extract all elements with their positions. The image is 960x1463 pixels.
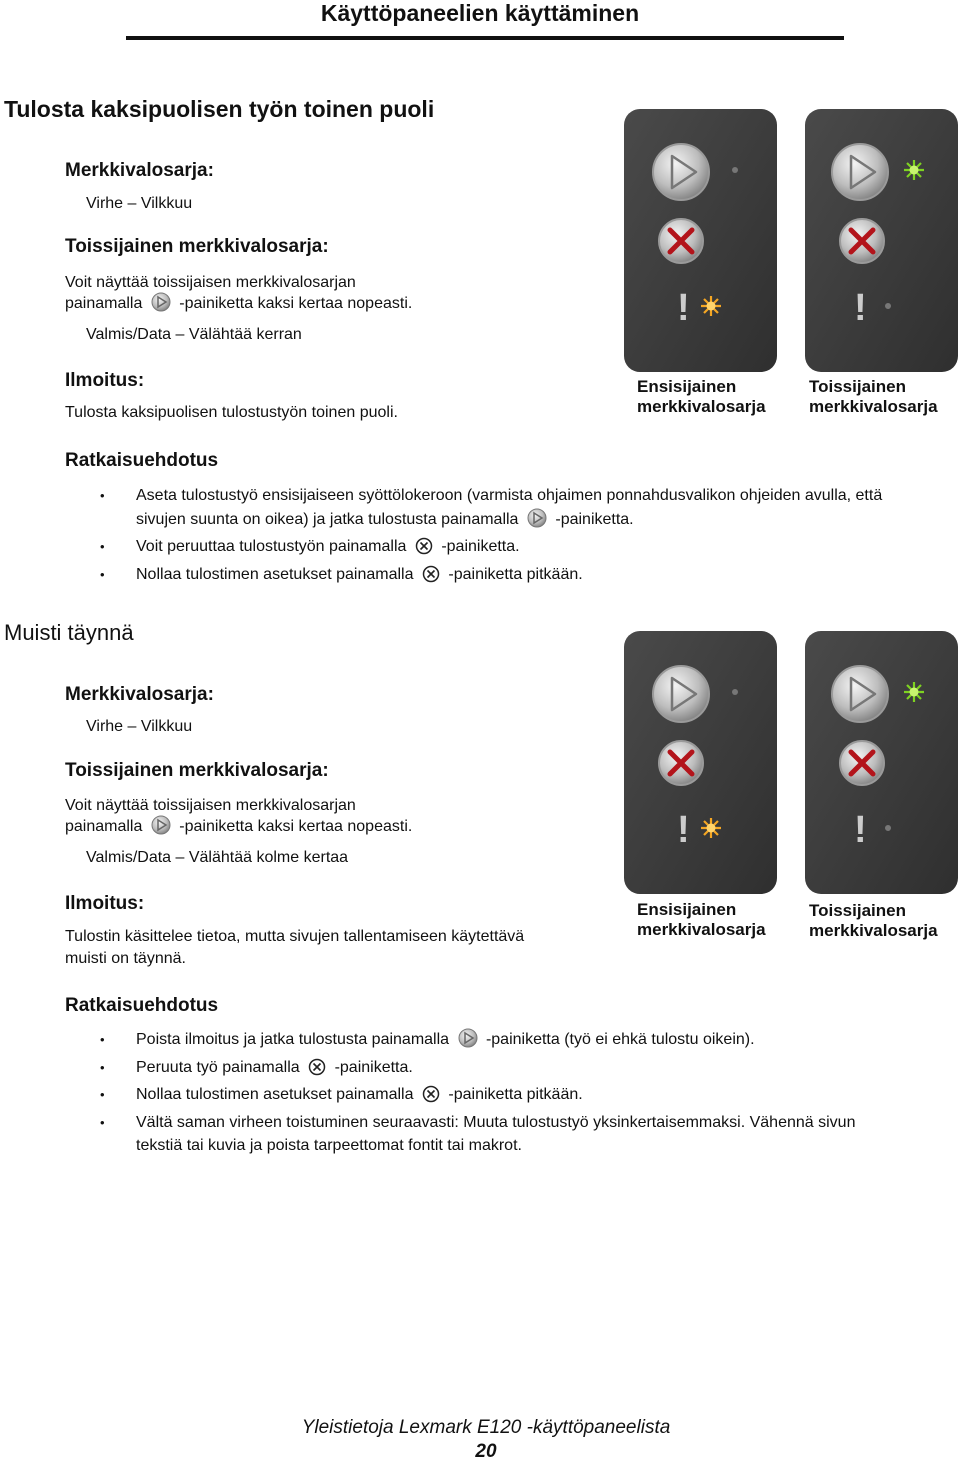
list-item (100, 563, 960, 591)
section2-primary-panel (623, 630, 778, 895)
cancel-button (659, 219, 703, 263)
section2-bullet1-pre: Poista ilmoitus ja jatka tulostusta painamalla (136, 1031, 450, 1048)
section2-message-heading: Ilmoitus: (65, 893, 145, 914)
section1-message-heading: Ilmoitus: (65, 370, 145, 391)
section1-secondary-value: Valmis/Data – Välähtää kerran (86, 326, 302, 343)
cancel-button-icon (422, 1085, 440, 1111)
section2-bullet4-line1: Vältä saman virheen toistuminen seuraavasti: Muuta tulostustyö yksinkertaisemmaksi. Vähennä sivun (136, 1113, 856, 1131)
section2-message-line2: muisti on täynnä. (65, 950, 186, 967)
section2-secondary-panel (804, 630, 959, 895)
cancel-button-icon (308, 1058, 326, 1084)
list-item (100, 535, 960, 563)
section1-secondary-line2-pre: painamalla (65, 295, 143, 312)
section2-bullet3-pre: Nollaa tulostimen asetukset painamalla (136, 1086, 414, 1103)
section2-secondary-line2-pre: painamalla (65, 818, 143, 835)
section2-bullet3-post: -painiketta pitkään. (448, 1086, 583, 1103)
cancel-button-icon (422, 565, 440, 591)
section1-bullet1-line2-pre: sivujen suunta on oikea) ja jatka tulostusta painamalla (136, 510, 519, 528)
section2-title: Muisti täynnä (4, 620, 134, 645)
go-button-icon (151, 292, 171, 319)
svg-text:!: ! (677, 809, 690, 851)
section1-bullet1-line1: Aseta tulostustyö ensisijaiseen syöttölokeroon (varmista ohjaimen ponnahdusvalikon ohjeiden avulla, että (136, 487, 883, 504)
section2-solution-list (100, 1028, 960, 1158)
list-item (100, 1056, 960, 1084)
section1-secondary-panel-label-2: merkkivalosarja (809, 397, 938, 416)
section2-message-line1: Tulostin käsittelee tietoa, mutta sivujen tallentamiseen käytettävä (65, 928, 525, 945)
footer-title: Yleistietoja Lexmark E120 -käyttöpaneelista (301, 1417, 671, 1438)
section1-light-sequence-heading: Merkkivalosarja: (65, 160, 214, 181)
section2-bullet1-post: -painiketta (työ ei ehkä tulostu oikein). (485, 1031, 755, 1048)
section1-solution-list (100, 484, 960, 590)
section1-secondary-panel-label-1: Toissijainen (809, 377, 906, 396)
section2-primary-panel-label-1: Ensisijainen (637, 900, 737, 919)
section2-secondary-value: Valmis/Data – Välähtää kolme kertaa (86, 849, 349, 866)
section2-solution-heading: Ratkaisuehdotus (65, 995, 219, 1016)
page-header-title: Käyttöpaneelien käyttäminen (320, 0, 640, 26)
section2-secondary-line2-post: -painiketta kaksi kertaa nopeasti. (179, 818, 413, 835)
section1-message-text: Tulosta kaksipuolisen tulostustyön toinen puoli. (65, 404, 398, 421)
header-rule (126, 36, 844, 40)
section2-secondary-heading: Toissijainen merkkivalosarja: (65, 760, 329, 781)
section1-bullet3-pre: Nollaa tulostimen asetukset painamalla (136, 565, 414, 583)
list-item (100, 1028, 960, 1056)
section2-bullet4-line2: tekstiä tai kuvia ja poista tarpeettomat fontit tai makrot. (136, 1137, 522, 1154)
section1-bullet2-pre: Voit peruuttaa tulostustyön painamalla (136, 538, 407, 555)
section2-primary-panel-label-2: merkkivalosarja (637, 920, 766, 939)
section1-secondary-heading: Toissijainen merkkivalosarja: (65, 236, 329, 257)
section2-secondary-line2 (65, 815, 412, 842)
list-item (100, 1111, 960, 1158)
page-number: 20 (475, 1441, 497, 1462)
svg-text:!: ! (854, 809, 867, 851)
section1-secondary-panel-label (809, 377, 938, 417)
section1-secondary-line2-post: -painiketta kaksi kertaa nopeasti. (179, 295, 413, 312)
section2-secondary-line1: Voit näyttää toissijaisen merkkivalosarjan (65, 797, 356, 814)
section1-bullet3-post: -painiketta pitkään. (448, 565, 583, 583)
section1-secondary-panel (804, 108, 959, 373)
section1-solution-heading: Ratkaisuehdotus (65, 450, 219, 471)
go-button (653, 144, 709, 200)
go-button-icon (527, 508, 547, 536)
section1-primary-panel (623, 108, 778, 373)
cancel-button-icon (415, 537, 433, 563)
section2-secondary-panel-label (809, 901, 938, 941)
go-button-icon (458, 1028, 478, 1056)
section1-primary-panel-label-1: Ensisijainen (637, 377, 737, 396)
section1-bullet1-line2-post: -painiketta. (555, 510, 634, 528)
svg-text:!: ! (677, 287, 690, 329)
section2-bullet2-pre: Peruuta työ painamalla (136, 1058, 300, 1076)
section2-light-sequence-value: Virhe – Vilkkuu (86, 718, 193, 735)
section2-secondary-panel-label-1: Toissijainen (809, 901, 906, 920)
section1-light-sequence-value: Virhe – Vilkkuu (86, 195, 193, 212)
section2-bullet2-post: -painiketta. (334, 1058, 413, 1076)
section1-secondary-line2 (65, 292, 412, 319)
list-item (100, 1083, 960, 1111)
section1-primary-panel-label-2: merkkivalosarja (637, 397, 766, 416)
section2-secondary-panel-label-2: merkkivalosarja (809, 921, 938, 940)
section2-primary-panel-label (637, 900, 766, 940)
go-button-icon (151, 815, 171, 842)
section2-light-sequence-heading: Merkkivalosarja: (65, 684, 214, 705)
list-item (100, 484, 960, 535)
section1-title: Tulosta kaksipuolisen työn toinen puoli (4, 96, 435, 122)
section1-bullet2-post: -painiketta. (441, 538, 520, 555)
section1-secondary-line1: Voit näyttää toissijaisen merkkivalosarjan (65, 274, 356, 291)
svg-text:!: ! (854, 287, 867, 329)
section1-primary-panel-label (637, 377, 766, 417)
